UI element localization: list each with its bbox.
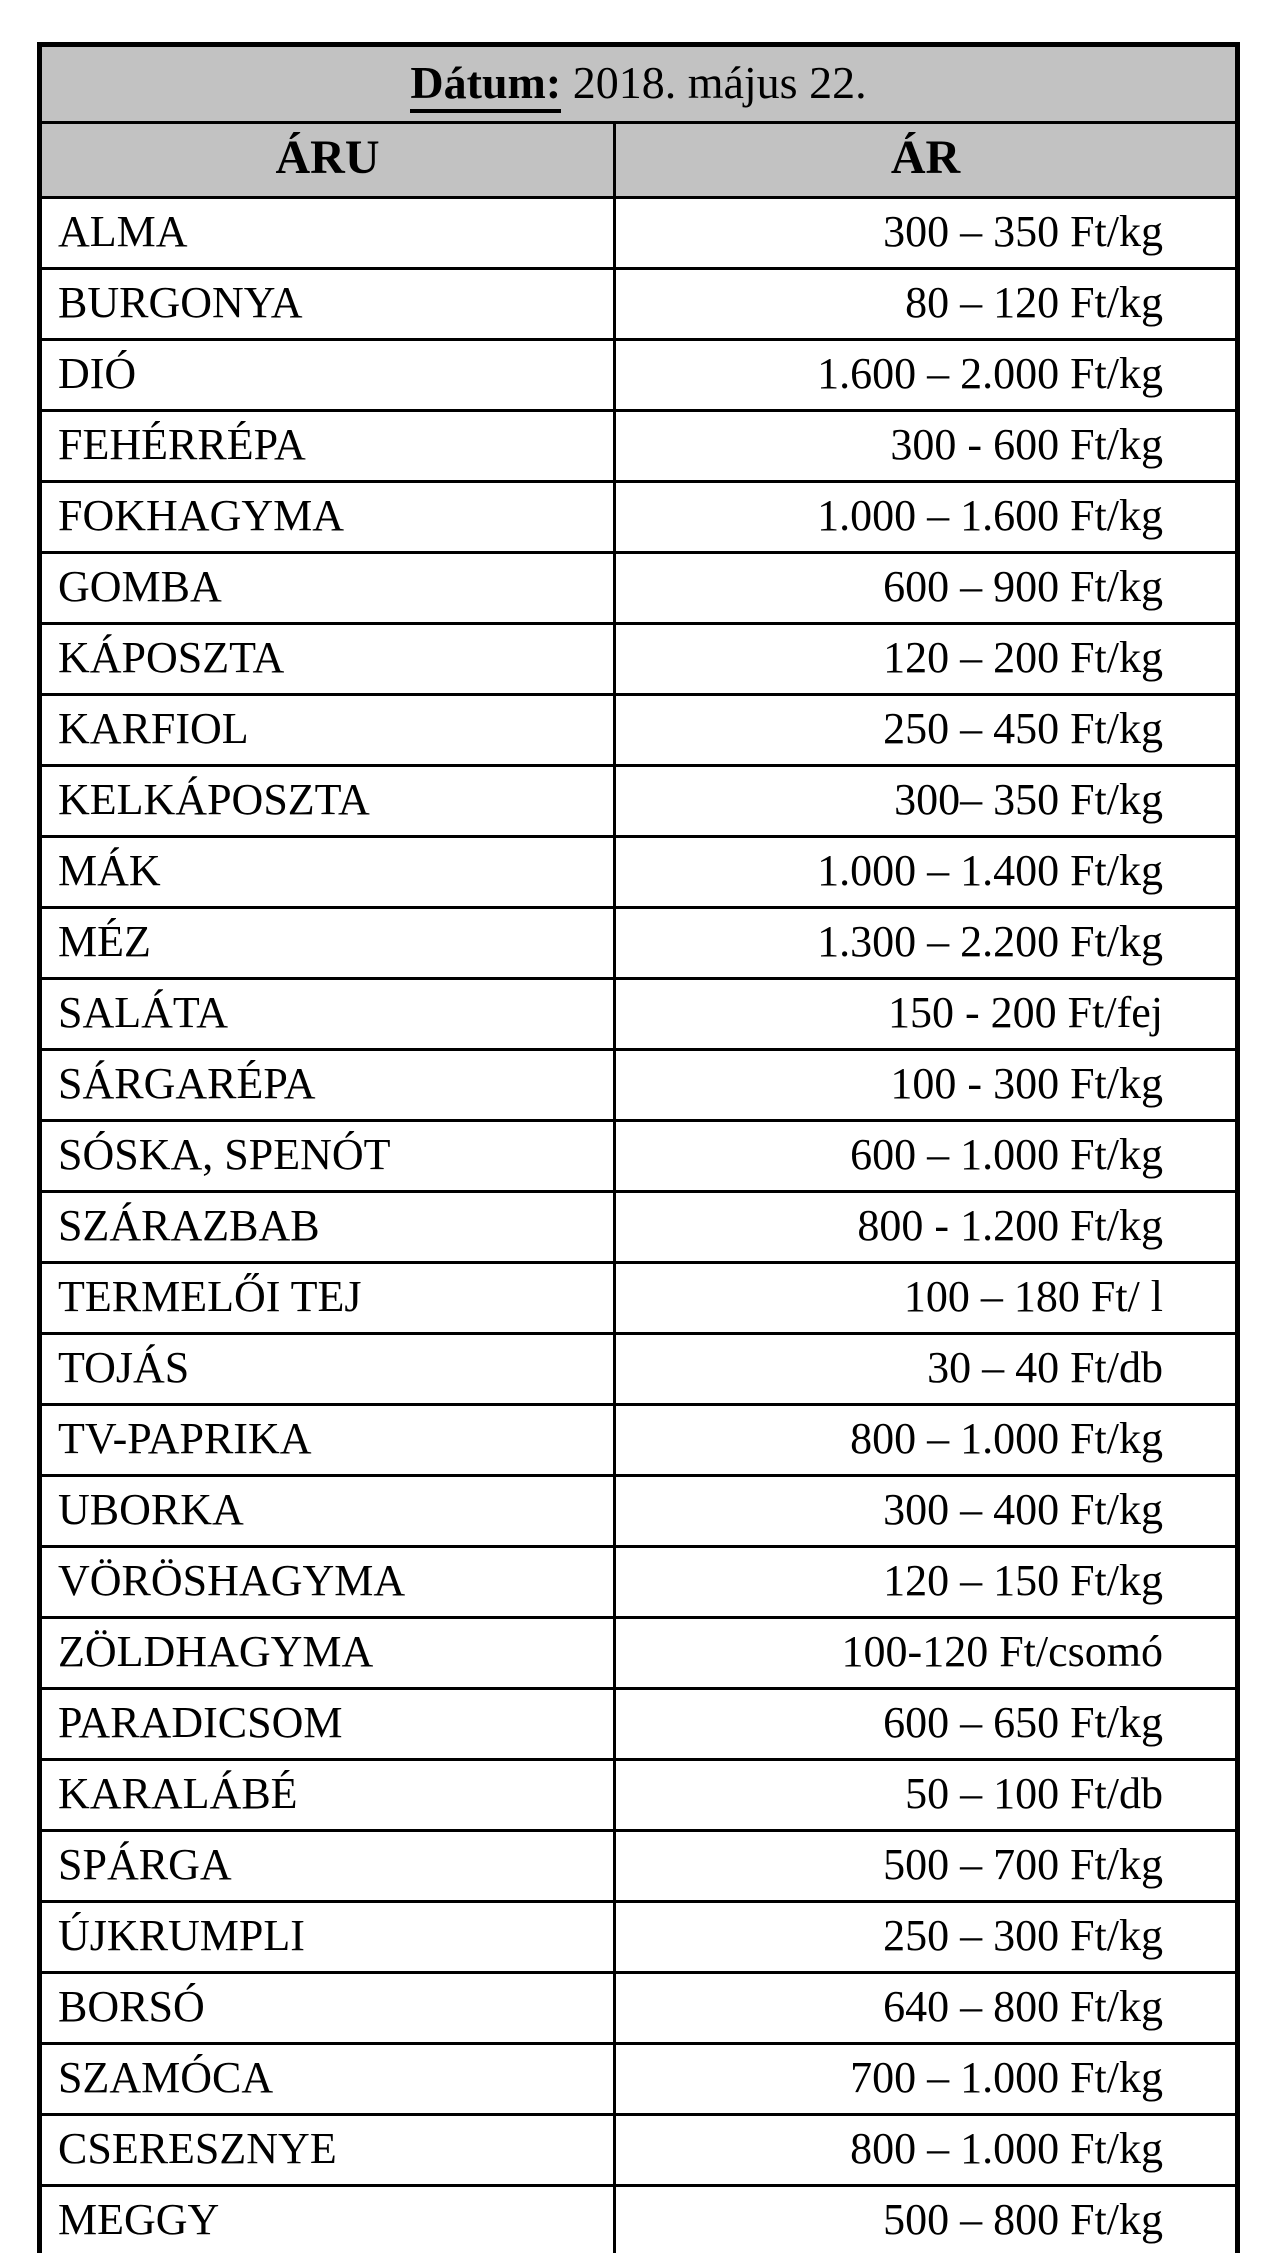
item-cell: UBORKA (40, 1476, 615, 1547)
price-cell: 100-120 Ft/csomó (615, 1618, 1238, 1689)
item-cell: KÁPOSZTA (40, 624, 615, 695)
item-cell: SALÁTA (40, 979, 615, 1050)
price-cell: 30 – 40 Ft/db (615, 1334, 1238, 1405)
price-cell: 600 – 900 Ft/kg (615, 553, 1238, 624)
date-label: Dátum: (410, 57, 561, 113)
item-cell: PARADICSOM (40, 1689, 615, 1760)
item-cell: TV-PAPRIKA (40, 1405, 615, 1476)
table-row (40, 1476, 1238, 1547)
price-cell: 300 – 350 Ft/kg (615, 198, 1238, 269)
table-row (40, 1689, 1238, 1760)
item-cell: TOJÁS (40, 1334, 615, 1405)
price-cell: 1.600 – 2.000 Ft/kg (615, 340, 1238, 411)
item-cell: ÚJKRUMPLI (40, 1902, 615, 1973)
price-cell: 1.300 – 2.200 Ft/kg (615, 908, 1238, 979)
date-row (40, 45, 1238, 123)
date-value: 2018. május 22. (572, 56, 867, 108)
price-cell: 150 - 200 Ft/fej (615, 979, 1238, 1050)
price-cell: 300 - 600 Ft/kg (615, 411, 1238, 482)
price-cell: 500 – 700 Ft/kg (615, 1831, 1238, 1902)
table-row (40, 2115, 1238, 2186)
table-row (40, 1547, 1238, 1618)
item-cell: TERMELŐI TEJ (40, 1263, 615, 1334)
column-header-item: ÁRU (40, 123, 615, 198)
price-cell: 80 – 120 Ft/kg (615, 269, 1238, 340)
price-cell: 120 – 200 Ft/kg (615, 624, 1238, 695)
table-row (40, 1760, 1238, 1831)
price-cell: 640 – 800 Ft/kg (615, 1973, 1238, 2044)
table-row (40, 2044, 1238, 2115)
item-cell: VÖRÖSHAGYMA (40, 1547, 615, 1618)
item-cell: KARALÁBÉ (40, 1760, 615, 1831)
price-cell: 120 – 150 Ft/kg (615, 1547, 1238, 1618)
price-cell: 700 – 1.000 Ft/kg (615, 2044, 1238, 2115)
price-cell: 500 – 800 Ft/kg (615, 2186, 1238, 2253)
price-table-body (40, 198, 1238, 2253)
item-cell: BURGONYA (40, 269, 615, 340)
table-row (40, 411, 1238, 482)
table-row (40, 482, 1238, 553)
item-cell: MÉZ (40, 908, 615, 979)
column-header-price: ÁR (615, 123, 1238, 198)
table-row (40, 1618, 1238, 1689)
item-cell: CSERESZNYE (40, 2115, 615, 2186)
item-cell: ZÖLDHAGYMA (40, 1618, 615, 1689)
item-cell: MEGGY (40, 2186, 615, 2253)
item-cell: ALMA (40, 198, 615, 269)
price-cell: 1.000 – 1.400 Ft/kg (615, 837, 1238, 908)
item-cell: SZÁRAZBAB (40, 1192, 615, 1263)
table-row (40, 1831, 1238, 1902)
table-row (40, 837, 1238, 908)
item-cell: SÓSKA, SPENÓT (40, 1121, 615, 1192)
price-cell: 800 – 1.000 Ft/kg (615, 1405, 1238, 1476)
item-cell: BORSÓ (40, 1973, 615, 2044)
table-row (40, 1121, 1238, 1192)
price-cell: 1.000 – 1.600 Ft/kg (615, 482, 1238, 553)
date-cell (40, 45, 1238, 123)
item-cell: KELKÁPOSZTA (40, 766, 615, 837)
table-row (40, 695, 1238, 766)
table-row (40, 979, 1238, 1050)
table-row (40, 2186, 1238, 2253)
market-price-table (37, 42, 1240, 2253)
item-cell: FEHÉRRÉPA (40, 411, 615, 482)
item-cell: FOKHAGYMA (40, 482, 615, 553)
table-row (40, 1334, 1238, 1405)
price-cell: 100 – 180 Ft/ l (615, 1263, 1238, 1334)
item-cell: MÁK (40, 837, 615, 908)
table-row (40, 1050, 1238, 1121)
price-cell: 600 – 650 Ft/kg (615, 1689, 1238, 1760)
price-cell: 300– 350 Ft/kg (615, 766, 1238, 837)
price-cell: 250 – 450 Ft/kg (615, 695, 1238, 766)
table-row (40, 1973, 1238, 2044)
price-cell: 100 - 300 Ft/kg (615, 1050, 1238, 1121)
table-row (40, 340, 1238, 411)
table-row (40, 624, 1238, 695)
table-row (40, 269, 1238, 340)
item-cell: GOMBA (40, 553, 615, 624)
item-cell: KARFIOL (40, 695, 615, 766)
table-row (40, 1405, 1238, 1476)
price-cell: 50 – 100 Ft/db (615, 1760, 1238, 1831)
item-cell: DIÓ (40, 340, 615, 411)
item-cell: SZAMÓCA (40, 2044, 615, 2115)
item-cell: SPÁRGA (40, 1831, 615, 1902)
table-row (40, 766, 1238, 837)
table-row (40, 1192, 1238, 1263)
price-cell: 600 – 1.000 Ft/kg (615, 1121, 1238, 1192)
price-cell: 300 – 400 Ft/kg (615, 1476, 1238, 1547)
table-row (40, 553, 1238, 624)
price-cell: 800 – 1.000 Ft/kg (615, 2115, 1238, 2186)
item-cell: SÁRGARÉPA (40, 1050, 615, 1121)
table-row (40, 1902, 1238, 1973)
table-row (40, 1263, 1238, 1334)
table-row (40, 198, 1238, 269)
price-cell: 800 - 1.200 Ft/kg (615, 1192, 1238, 1263)
price-cell: 250 – 300 Ft/kg (615, 1902, 1238, 1973)
table-row (40, 908, 1238, 979)
column-header-row (40, 123, 1238, 198)
